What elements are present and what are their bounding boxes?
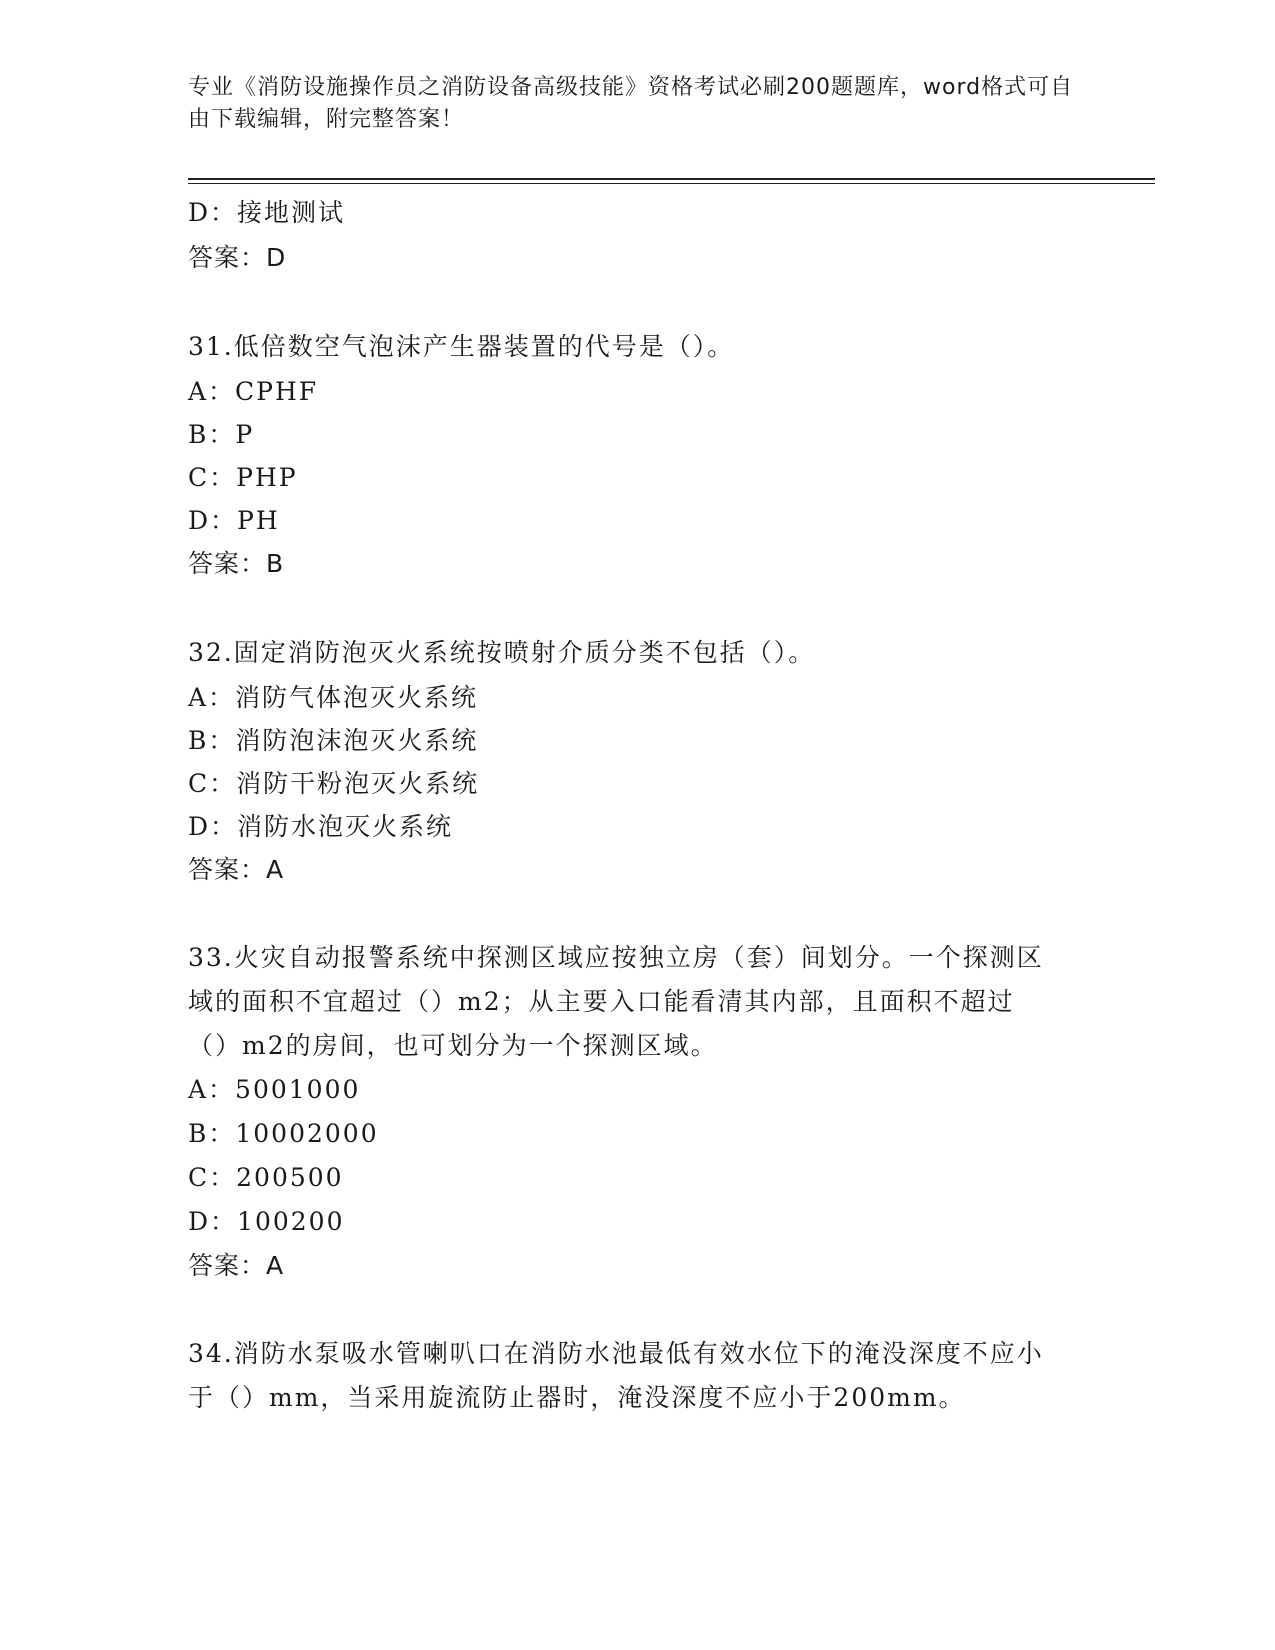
option-c: C：PHP — [188, 463, 298, 492]
option-b: B：P — [188, 420, 255, 449]
option-c: C：消防干粉泡灭火系统 — [188, 769, 480, 798]
question-stem: 32.固定消防泡灭火系统按喷射介质分类不包括（）。 — [188, 638, 816, 667]
header-divider-thin — [188, 183, 1155, 184]
question-stem: 31.低倍数空气泡沫产生器装置的代号是（）。 — [188, 332, 735, 361]
answer: 答案：A — [188, 855, 285, 884]
option-b: B：10002000 — [188, 1119, 379, 1148]
option-d: D：消防水泡灭火系统 — [188, 812, 454, 841]
option-b: B：消防泡沫泡灭火系统 — [188, 726, 479, 755]
option-a: A：5001000 — [188, 1075, 361, 1104]
question-33 — [188, 936, 1088, 1288]
answer: 答案：A — [188, 1251, 285, 1280]
option-d: D：PH — [188, 506, 280, 535]
prev-answer: 答案：D — [188, 243, 287, 272]
option-a: A：CPHF — [188, 377, 319, 406]
prev-option-d: D：接地测试 — [188, 198, 346, 227]
question-stem: 34.消防水泵吸水管喇叭口在消防水池最低有效水位下的淹没深度不应小于（）mm，当采用旋流防止器时，淹没深度不应小于200mm。 — [188, 1339, 1044, 1412]
option-a: A：消防气体泡灭火系统 — [188, 683, 479, 712]
question-31 — [188, 324, 1088, 586]
question-32 — [188, 630, 1088, 892]
answer: 答案：B — [188, 549, 285, 578]
document-header: 专业《消防设施操作员之消防设备高级技能》资格考试必刷200题题库，word格式可自由下载编辑，附完整答案！ — [188, 75, 1074, 132]
option-c: C：200500 — [188, 1163, 344, 1192]
option-d: D：100200 — [188, 1207, 345, 1236]
question-content — [188, 190, 1088, 1420]
question-34 — [188, 1332, 1088, 1420]
question-stem: 33.火灾自动报警系统中探测区域应按独立房（套）间划分。一个探测区域的面积不宜超过（）m2；从主要入口能看清其内部，且面积不超过（）m2的房间，也可划分为一个探测区域。 — [188, 943, 1044, 1060]
header-divider-thick — [188, 178, 1155, 180]
